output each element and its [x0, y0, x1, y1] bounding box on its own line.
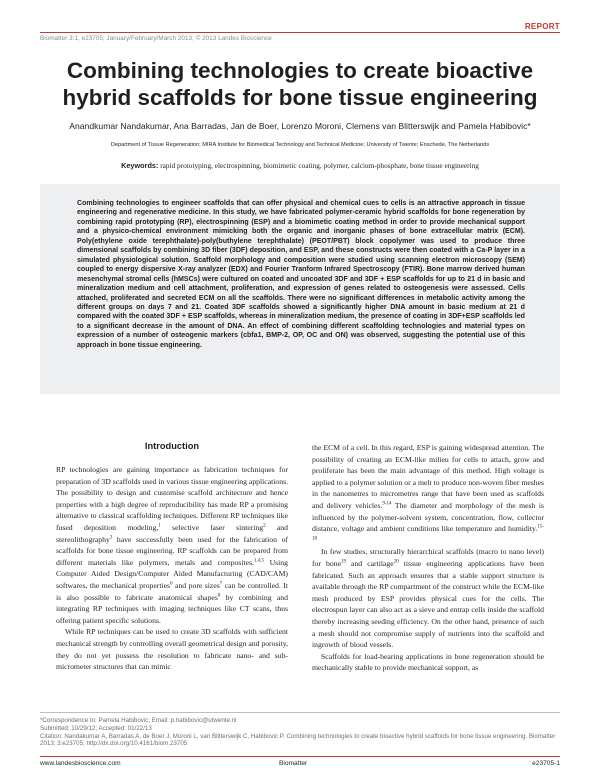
keywords-text: rapid prototyping, electrospinning, biomimetic coating, polymer, calcium-phosphate, bone tissue engineering [160, 161, 479, 170]
footer-website-link[interactable]: www.landesbioscience.com [40, 760, 121, 767]
citation-ref: 7 [219, 581, 223, 587]
keywords-label: Keywords: [121, 161, 159, 170]
citation-note: Citation: Nandakumar A, Barradas A, de Boer J, Moroni L, van Blitterswijk C, Habibovic P. Combining technologies to create bioactive hybrid scaffolds for bone tissue engineering. Biomatter 2013; 3:e23705; http://dx.doi.org/10.4161/biom.23705 [40, 732, 556, 748]
body-column-right [312, 442, 544, 674]
correspondence-note: *Correspondence to: Pamela Habibovic; Email: p.habibovic@utwente.nl [40, 717, 237, 724]
citation-ref: 1 [158, 523, 161, 529]
paragraph: the ECM of a cell. In this regard, ESP is gaining widespread attention. The possibility of creating an ECM-like milieu for cells to attach, grow and proliferate has been the main advantage of this method. High voltage is applied to a polymer solution or a melt to produce non-woven fiber meshes in the nanometres to micrometres range that have been used as scaffolds and delivery vehicles.$^{9-14}$ The diameter and morphology of the mesh is influenced by the polymer-solvent system, concentration, flow, collector distance, voltage and ambient conditions like temperature and humidity.$^{15-18}$ [312, 443, 544, 542]
footnotes [40, 712, 560, 748]
keywords [40, 161, 560, 170]
abstract-box [40, 184, 560, 394]
footnote-divider [40, 712, 560, 713]
author-list: Anandkumar Nandakumar, Ana Barradas, Jan de Boer, Lorenzo Moroni, Clemens van Blitterswijk and Pamela Habibovic* [69, 121, 531, 131]
citation-ref: 19 [340, 559, 346, 565]
citation-ref: 3 [109, 535, 113, 540]
paragraph: Scaffolds for load-bearing applications in bone regeneration should be mechanically stable to provide mechanical support, as [312, 651, 544, 673]
header-rule [40, 32, 560, 33]
paragraph: While RP techniques can be used to create 3D scaffolds with sufficient mechanical strength by controlling overall geometrical design and porosity, they do not yet possess the resolution to fabricate nano- and sub-micrometer structures that can mimic [56, 627, 288, 672]
citation-ref: 20 [393, 559, 399, 565]
footer-journal: Biomatter [279, 760, 308, 767]
footer-page-number: e23705-1 [532, 760, 560, 767]
paragraph: In few studies, structurally hierarchical scaffolds (macro to nano level) for bone$^{19}$ and cartilage$^{20}$ tissue engineering applications have been fabricated. Such an approach ensures that a stable support structure is available through the RP compartment of the construct while the ECM-like mesh produced by ESP provides physical cues for the cells. The electrospun layer can also act as a sieve and entrap cells inside the scaffold thereby increasing seeding efficiency. On the other hand, presence of such a mesh should not compromise supply of nutrients into the scaffold and ingrowth of blood vessels. [312, 547, 544, 650]
footer-rule [40, 756, 560, 757]
citation-ref: 8 [217, 592, 221, 598]
citation-ref: 15-18 [312, 524, 544, 542]
abstract-text: Combining technologies to engineer scaffolds that can offer physical and chemical cues to cells is an attractive approach in tissue engineering and regenerative medicine. In this study, we have fabricated polymer-ceramic hybrid scaffolds for bone regeneration by combining rapid prototyping (RP), electrospinning (ESP) and a biomimetic coating method in order to provide mechanical support and a physico-chemical environment mimicking both the organic and inorganic phases of bone extracellular matrix (ECM). Poly(ethylene oxide terephthalate)-poly(buthylene terephthalate) (PEOT/PBT) block copolymer was used to produce three dimensional scaffolds by combining 3D fiber (3DF) deposition, and ESP, and these constructs were then coated with a Ca-P layer in a simulated physiological solution. Scaffold morphology and composition were studied using scanning electron microscopy (SEM) coupled to energy dispersive X-ray analyzer (EDX) and Fourier Tranform Infrared Spectroscopy (FTIR). Bone marrow derived human mesenchymal stromal cells (hMSCs) were cultured on coated and uncoated 3DF and 3DF + ESP scaffolds for up to 21 d in basic and mineralization medium and cell attachment, proliferation, and expression of genes related to osteogenesis were assessed. Cells attached, proliferated and secreted ECM on all the scaffolds. There were no significant differences in metabolic activity among the different groups on days 7 and 21. Coated 3DF scaffolds showed a significantly higher DNA amount in basic medium at 21 d compared with the coated 3DF + ESP scaffolds, whereas in mineralization medium, the presence of coating in 3DF+ESP scaffolds led to a significant decrease in the amount of DNA. An effect of combining different scaffolding technologies and material types on expression of a number of osteogenic markers (cbfa1, BMP-2, OP, OC and ON) was observed, suggesting the potential use of this approach in bone tissue engineering. [77, 200, 525, 349]
article-title: Combining technologies to create bioactive hybrid scaffolds for bone tissue engineering [62, 58, 538, 110]
citation-ref: 2 [263, 523, 266, 529]
citation-ref: 9-14 [382, 501, 392, 507]
citation-ref: 6 [170, 581, 173, 587]
dates-note: Submitted: 10/29/12; Accepted: 01/22/13 [40, 724, 152, 732]
article-type-label: REPORT [524, 22, 560, 31]
citation-ref: 1,4,5 [254, 558, 264, 564]
body-column-left [56, 464, 288, 673]
section-heading-introduction: Introduction [144, 441, 200, 451]
affiliation: Department of Tissue Regeneration; MIRA Institute for Biomedical Technology and Technical Medicine; University of Twente; Enschede, The Netherlands [110, 142, 490, 148]
paragraph: RP technologies are gaining importance as fabrication techniques for preparation of 3D scaffolds used in various tissue engineering applications. The possibility to design and customise scaffold architecture and hence properties with a high degree of reproducibility has made RP a promising alternative to classical scaffolding techniques. Different RP techniques like fused deposition modeling,$^1$ selective laser sintering$^2$ and stereolithography$^3$ have successfully been used for the fabrication of scaffolds for bone tissue engineering. RP scaffolds can be prepared from different materials like polymers, metals and composites.$^{1,4,5}$ Using Computer Aided Design/Computer Aided Manufacturing (CAD/CAM) softwares, the mechanical properties$^6$ and pore sizes$^7$ can be controlled. It is also possible to fabricate anatomical shapes$^8$ by combining and integrating RP techniques with imaging techniques like CT scans, thus offering patient specific solutions. [56, 465, 288, 625]
journal-info: Biomatter 3:1, e23705; January/February/March 2013; © 2013 Landes Bioscience [40, 35, 272, 42]
